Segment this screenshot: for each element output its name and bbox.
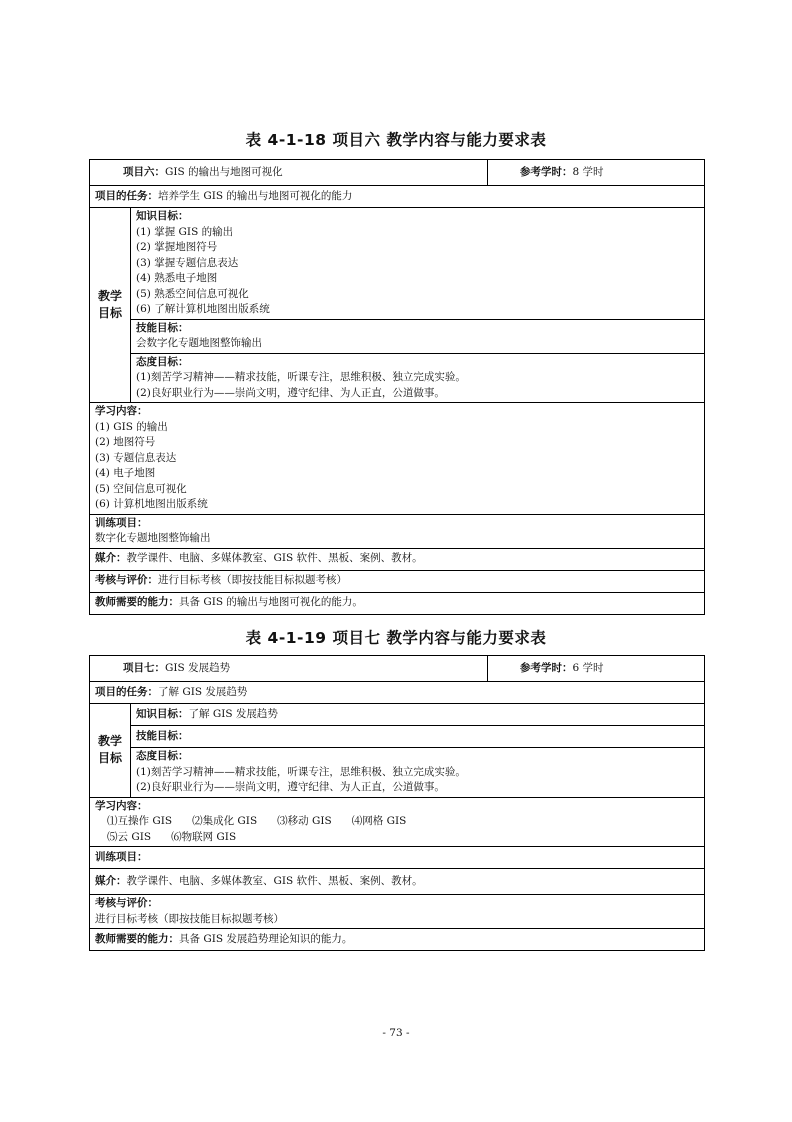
table1-attitude-cell <box>131 353 705 403</box>
list-item: (2) 掌握地图符号 <box>136 241 218 253</box>
table2-assess-cell <box>90 895 705 929</box>
assess-value: 进行目标考核（即按技能目标拟题考核） <box>95 912 284 925</box>
training-value: 数字化专题地图整饰输出 <box>95 532 211 544</box>
page-number: - 73 - <box>382 1027 410 1039</box>
table1-skill-cell <box>131 319 705 353</box>
table2-hours-cell <box>488 656 705 682</box>
media-label: 媒介： <box>95 874 127 887</box>
list-item: ⑵集成化 GIS <box>192 815 258 827</box>
table2-project-cell <box>90 656 488 682</box>
list-item: (3) 专题信息表达 <box>95 451 177 464</box>
list-item: (6) 了解计算机地图出版系统 <box>136 303 270 315</box>
table2-training-cell <box>90 847 705 869</box>
table2 <box>89 655 705 951</box>
task-label: 项目的任务： <box>95 189 158 202</box>
list-item: (2)良好职业行为——崇尚文明，遵守纪律、为人正直，公道做事。 <box>136 781 445 793</box>
list-item: ⑹物联网 GIS <box>171 830 237 843</box>
project-value: GIS 发展趋势 <box>165 661 231 674</box>
skill-label: 技能目标： <box>136 321 189 334</box>
list-item: (2) 地图符号 <box>95 436 156 448</box>
table1-goals-side-label: 教学 目标 <box>90 208 131 403</box>
list-item: (1) 掌握 GIS 的输出 <box>136 225 234 238</box>
table1-hours-cell <box>488 160 705 186</box>
content-row-2 <box>95 830 699 846</box>
list-item: (5) 熟悉空间信息可视化 <box>136 287 249 300</box>
list-item: (5) 空间信息可视化 <box>95 482 187 495</box>
list-item: (4) 熟悉电子地图 <box>136 272 218 284</box>
training-label: 训练项目： <box>95 516 148 529</box>
project-label: 项目六： <box>123 165 165 178</box>
list-item: ⑶移动 GIS <box>277 815 332 827</box>
table2-knowledge-cell <box>131 704 705 726</box>
skill-value: 会数字化专题地图整饰输出 <box>136 337 262 349</box>
attitude-label: 态度目标： <box>136 355 189 368</box>
assess-value: 进行目标考核（即按技能目标拟题考核） <box>158 574 347 587</box>
training-label: 训练项目： <box>95 850 148 863</box>
table1-project-cell <box>90 160 488 186</box>
list-item: (6) 计算机地图出版系统 <box>95 498 208 510</box>
table1-training-cell <box>90 514 705 548</box>
table2-teacher-cell <box>90 929 705 951</box>
content-label: 学习内容： <box>95 799 148 812</box>
media-value: 教学课件、电脑、多媒体教室、GIS 软件、黑板、案例、教材。 <box>126 874 423 887</box>
list-item: (4) 电子地图 <box>95 467 156 479</box>
table2-skill-cell <box>131 726 705 748</box>
media-value: 教学课件、电脑、多媒体教室、GIS 软件、黑板、案例、教材。 <box>126 552 423 565</box>
teacher-value: 具备 GIS 的输出与地图可视化的能力。 <box>179 596 363 609</box>
table1-teacher-cell <box>90 592 705 614</box>
table1 <box>89 159 705 615</box>
knowledge-label: 知识目标： <box>136 707 189 720</box>
hours-label: 参考学时： <box>520 661 573 674</box>
list-item: (1)刻苦学习精神——精求技能，听课专注，思维积极、独立完成实验。 <box>136 765 466 778</box>
table1-media-cell <box>90 548 705 570</box>
task-value: 了解 GIS 发展趋势 <box>158 685 248 698</box>
table1-knowledge-cell <box>131 208 705 320</box>
hours-label: 参考学时： <box>520 165 573 178</box>
list-item: (1)刻苦学习精神——精求技能，听课专注，思维积极、独立完成实验。 <box>136 371 466 383</box>
project-label: 项目七： <box>123 661 165 674</box>
attitude-label: 态度目标： <box>136 750 189 762</box>
assess-label: 考核与评价： <box>95 897 158 909</box>
skill-label: 技能目标： <box>136 729 189 742</box>
project-value: GIS 的输出与地图可视化 <box>165 165 283 178</box>
table1-assess-cell <box>90 570 705 592</box>
media-label: 媒介： <box>95 552 127 565</box>
task-label: 项目的任务： <box>95 685 158 698</box>
table1-content-cell <box>90 403 705 515</box>
table2-goals-side-label: 教学 目标 <box>90 704 131 798</box>
task-value: 培养学生 GIS 的输出与地图可视化的能力 <box>158 189 353 202</box>
list-item: (2)良好职业行为——崇尚文明，遵守纪律、为人正直，公道做事。 <box>136 386 445 399</box>
knowledge-label: 知识目标： <box>136 210 189 222</box>
knowledge-value: 了解 GIS 发展趋势 <box>188 707 278 720</box>
table2-caption: 表 4-1-19 项目七 教学内容与能力要求表 <box>245 629 547 647</box>
teacher-label: 教师需要的能力： <box>95 596 179 609</box>
hours-value: 6 学时 <box>572 661 604 674</box>
table2-content-cell <box>90 797 705 847</box>
list-item: ⑷网格 GIS <box>351 815 407 827</box>
table2-media-cell <box>90 869 705 895</box>
table1-task-cell <box>90 186 705 208</box>
teacher-label: 教师需要的能力： <box>95 932 179 945</box>
teacher-value: 具备 GIS 发展趋势理论知识的能力。 <box>179 932 353 945</box>
hours-value: 8 学时 <box>572 165 604 178</box>
list-item: (3) 掌握专题信息表达 <box>136 256 239 269</box>
list-item: ⑴互操作 GIS <box>107 815 173 827</box>
table2-task-cell <box>90 682 705 704</box>
table1-caption: 表 4-1-18 项目六 教学内容与能力要求表 <box>245 131 547 149</box>
assess-label: 考核与评价： <box>95 574 158 587</box>
content-label: 学习内容： <box>95 405 148 417</box>
table2-attitude-cell <box>131 748 705 798</box>
list-item: (1) GIS 的输出 <box>95 420 168 433</box>
list-item: ⑸云 GIS <box>107 830 152 843</box>
content-row-1 <box>95 814 699 830</box>
